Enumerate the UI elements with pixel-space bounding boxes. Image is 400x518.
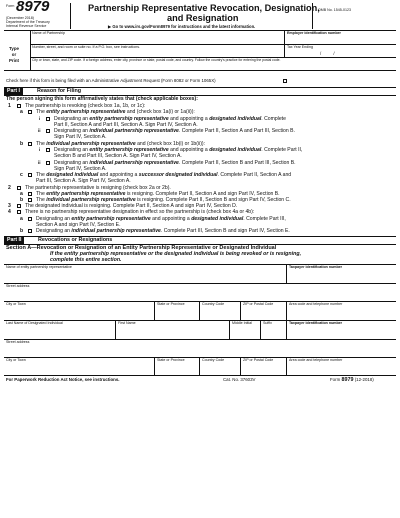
zip-label-b: ZIP or Postal Code [243,358,274,362]
line-4b-text: Designating an individual partnership representative. Complete Part III, Section B and sign Part IV, Section E. [36,228,290,234]
line-2-text: The partnership representative is resigning (check box 2a or 2b). [25,184,171,191]
form-number: 8979 [16,0,50,15]
middle-initial-field[interactable] [230,326,259,338]
checkbox-1a[interactable] [28,110,32,114]
instructions-link[interactable]: ▶ Go to www.irs.gov/Form8979 for instructions and the latest information. [108,24,256,29]
form-title-line1: Partnership Representative Revocation, Designation, [88,3,320,13]
last-name-field[interactable] [5,326,114,338]
country-label-b: Country Code [202,358,225,362]
line-4-text: There is no partnership representative designation in effect so the partnership is (check box 4a or 4b): [25,209,255,215]
line-4a-text: Designating an entity partnership representative and appointing a designated individual. Complete Part III, [36,215,286,222]
city-field-b[interactable] [5,363,153,374]
partnership-name-label: Name of Partnership [32,31,65,35]
street-field-a[interactable] [5,289,395,300]
last-name-label: Last Name of Designated Individual [6,321,63,325]
city-label-a: City or Town [6,302,26,306]
address-label: Number, street, and room or suite no. If a P.O. box, see instructions. [32,45,140,49]
state-label-b: State or Province [157,358,185,362]
phone-label-b: Area code and telephone number [289,358,343,362]
line-1a-ii-text-2: Sign Part IV, Section A. [54,134,107,140]
entity-name-field[interactable] [5,270,285,282]
suffix-label: Suffix [263,321,272,325]
line-2a-text: The entity partnership representative is resigning. Complete Part II, Section A and sign Part IV, Section B. [36,191,280,197]
checkbox-4a[interactable] [28,217,32,221]
state-label-a: State or Province [157,302,185,306]
part1-label: Part I [4,88,23,95]
line-1a-text: The entity partnership representative and (check box 1a(i) or 1a(ii)): [36,109,195,115]
line-1b-i-text-2: Section B and Part III, Section A. Sign Part IV, Section A. [54,153,182,159]
omb-number: OMB No. 1545-0123 [318,8,351,12]
individual-tin-label: Taxpayer identification number [289,321,343,325]
aar-check-text: Check here if this form is being filed with an Administrative Adjustment Request (Form 8082 or Form 1065X) [6,78,216,83]
section-a-title: Section A—Revocation or Resignation of an Entity Partnership Representative or Designated Individual [6,245,277,251]
suffix-field[interactable] [261,326,285,338]
phone-label-a: Area code and telephone number [289,302,343,306]
country-field-a[interactable] [200,307,239,319]
tax-year-label: Tax Year Ending [287,45,313,49]
state-field-b[interactable] [155,363,198,374]
line-1c-text: The designated individual and appointing a successor designated individual. Complete Part II, Section A and [36,172,292,178]
street-label-a: Street address [6,284,30,288]
zip-field-b[interactable] [241,363,285,374]
checkbox-1a-i[interactable] [46,117,50,121]
checkbox-2a[interactable] [28,192,32,196]
line-1b-text: The individual partnership representative and (check box 1b(i) or 1b(ii)): [36,140,206,147]
ein-field[interactable] [285,35,395,43]
zip-label-a: ZIP or Postal Code [243,302,274,306]
part1-intro: The person signing this form affirmatively states that (check applicable boxes): [6,96,198,102]
partnership-name-field[interactable] [31,35,283,43]
type-or-print: Type or Print [9,46,20,63]
country-field-b[interactable] [200,363,239,374]
part2-title: Revocations or Resignations [38,237,113,243]
section-a-note-1: If the entity partnership representative or the designated individual is being revoked or is resigning, [50,251,302,257]
checkbox-1a-ii[interactable] [46,129,50,133]
entity-name-label: Name of entity partnership representative [6,265,72,269]
checkbox-4[interactable] [17,210,21,214]
line-1a-ii-text: Designating an individual partnership representative. Complete Part II, Section A and Part III, Section B. [54,128,295,134]
checkbox-1b-i[interactable] [46,148,50,152]
city-label: City or town, state, and ZIP code. If a foreign address, enter city, province or state, postal code, and country. Follow the country's practice for entering the postal code. [32,58,281,62]
phone-field-b[interactable] [287,363,395,374]
individual-tin-field[interactable] [287,326,395,338]
checkbox-1b[interactable] [28,142,32,146]
street-label-b: Street address [6,340,30,344]
agency: Internal Revenue Service [6,24,47,28]
line-1a-i-text: Designating an entity partnership representative and appointing a designated individual. Complete [54,115,286,122]
cat-number: Cat. No. 37603V [223,377,256,382]
checkbox-1b-ii[interactable] [46,161,50,165]
entity-tin-field[interactable] [287,270,395,282]
line-2b-text: The individual partnership representative is resigning. Complete Part II, Section B and sign Part IV, Section C. [36,197,291,203]
form-title-line2: and Resignation [167,13,239,23]
line-1b-ii-text: Designating an individual partnership representative. Complete Part II, Section B and Part III, Section B. [54,159,296,166]
ein-label: Employer identification number [287,31,341,35]
aar-checkbox[interactable] [283,79,287,83]
line-1b-ii-text-2: Sign Part IV, Section A. [54,165,107,172]
street-field-b[interactable] [5,345,395,356]
department: Department of the Treasury [6,20,50,24]
middle-initial-label: Middle Initial [232,321,252,325]
line-3-text: The designated individual is resigning. Complete Part II, Section A and sign Part IV, Section D. [25,203,238,209]
state-field-a[interactable] [155,307,198,319]
checkbox-1[interactable] [17,104,21,108]
checkbox-4b[interactable] [28,229,32,233]
city-field[interactable] [31,62,395,69]
line-1b-i-text: Designating an entity partnership representative and appointing a designated individual. Complete Part II, [54,147,303,153]
checkbox-2b[interactable] [28,198,32,202]
zip-field-a[interactable] [241,307,285,319]
entity-tin-label: Taxpayer identification number [289,265,343,269]
line-1c-text-2: Part III, Section A. Sign Part IV, Section A. [36,178,131,184]
first-name-field[interactable] [116,326,228,338]
paperwork-notice: For Paperwork Reduction Act Notice, see instructions. [6,377,120,382]
part2-label: Part II [4,237,24,244]
checkbox-3[interactable] [17,204,21,208]
footer-form-id: Form 8979 (12-2018) [330,377,374,383]
checkbox-2[interactable] [17,186,21,190]
line-1-text: The partnership is revoking (check box 1a, 1b, or 1c): [25,102,146,109]
form-revision: (December 2018) [6,16,34,20]
section-a-note-2: complete this entire section. [50,257,122,263]
city-field-a[interactable] [5,307,153,319]
phone-field-a[interactable] [287,307,395,319]
city-label-b: City or Town [6,358,26,362]
form-8979-page: Form 8979 (December 2018) Department of the Treasury Internal Revenue Service Partnership Representative Revocation, Designation, and Resignation ▶ Go to www.irs.gov/Form8979 for instructions and the latest information. OMB No. 1545-0123 Type or Print Name of Partnership Employer identification number Number, street, and room or suite no. If a P.O. box, see instructions. Tax Year Ending / / City or town, state, and ZIP code. If a foreign address, enter city, province or state, postal code, and country. Follow the country's practice for entering the postal code. Check here if this form is being filed with an Administrative Adjustment Request (Form 8082 or Form 1065X) Part I Reason for Filing The person signing this form affirmatively states that (check applicable boxes): 1 The partnership is revoking (check box 1a, 1b, or 1c): a The entity partnership representative and (check box 1a(i) or 1a(ii)): i Designating an entity partnership representative and appointing a designated individual. Complete Part II, Section A and Part III, Section A. Sign Part IV, Section A. ii Designating an individual partnership representative. Complete Part II, Section A and Part III, Section B. Sign Part IV, Section A. b The individual partnership representative and (check box 1b(i) or 1b(ii)): i Designating an entity partnership representative and appointing a designated individual. Complete Part II, Section B and Part III, Section A. Sign Part IV, Section A. ii Designating an individual partnership representative. Complete Part II, Section B and Part III, Section B. Sign Part IV, Section A. c The designated individual and appointing a successor designated individual. Complete Part II, Section A and Part III, Section A. Sign Part IV, Section A. 2 The partnership representative is resigning (check box 2a or 2b). a The entity partnership representative is resigning. Complete Part II, Section A and sign Part IV, Section B. b The individual partnership representative is resigning. Complete Part II, Section B and sign Part IV, Section C. 3 The designated individual is resigning. Complete Part II, Section A and sign Part IV, Section D. 4 There is no partnership representative designation in effect so the partnership is (check box 4a or 4b): a Designating an entity partnership representative and appointing a designated individual. Complete Part III, Section A and sign Part IV, Section E. b Designating an individual partnership representative. Complete Part III, Section B and sign Part IV, Section E. Part II Revocations or Resignations Section A—Revocation or Resignation of an Entity Partnership Representative or Designated Individual If the entity partnership representative or the designated individual is being revoked or is resigning, complete this entire section. Name of entity partnership representative Taxpayer identification number Street address City or Town State or Province Country Code ZIP or Postal Code Area code and telephone number Last Name of Designated Individual First Name Middle Initial Suffix Taxpayer identification number Street address City or Town State or Province Country Code ZIP or Postal Code Area code and telephone number For Paperwork Reduction Act Notice, see instructions. Cat. No. 37603V Form 8979 (12-2018) [0,0,400,518]
part1-title: Reason for Filing [37,88,82,94]
checkbox-1c[interactable] [28,173,32,177]
tax-year-field[interactable]: / / [320,51,335,56]
line-1a-i-text-2: Part II, Section A and Part III, Section A. Sign Part IV, Section A. [54,121,198,128]
first-name-label: First Name [118,321,136,325]
form-word: Form [6,4,15,8]
country-label-a: Country Code [202,302,225,306]
line-4a-text-2: Section A and sign Part IV, Section E. [36,221,121,228]
